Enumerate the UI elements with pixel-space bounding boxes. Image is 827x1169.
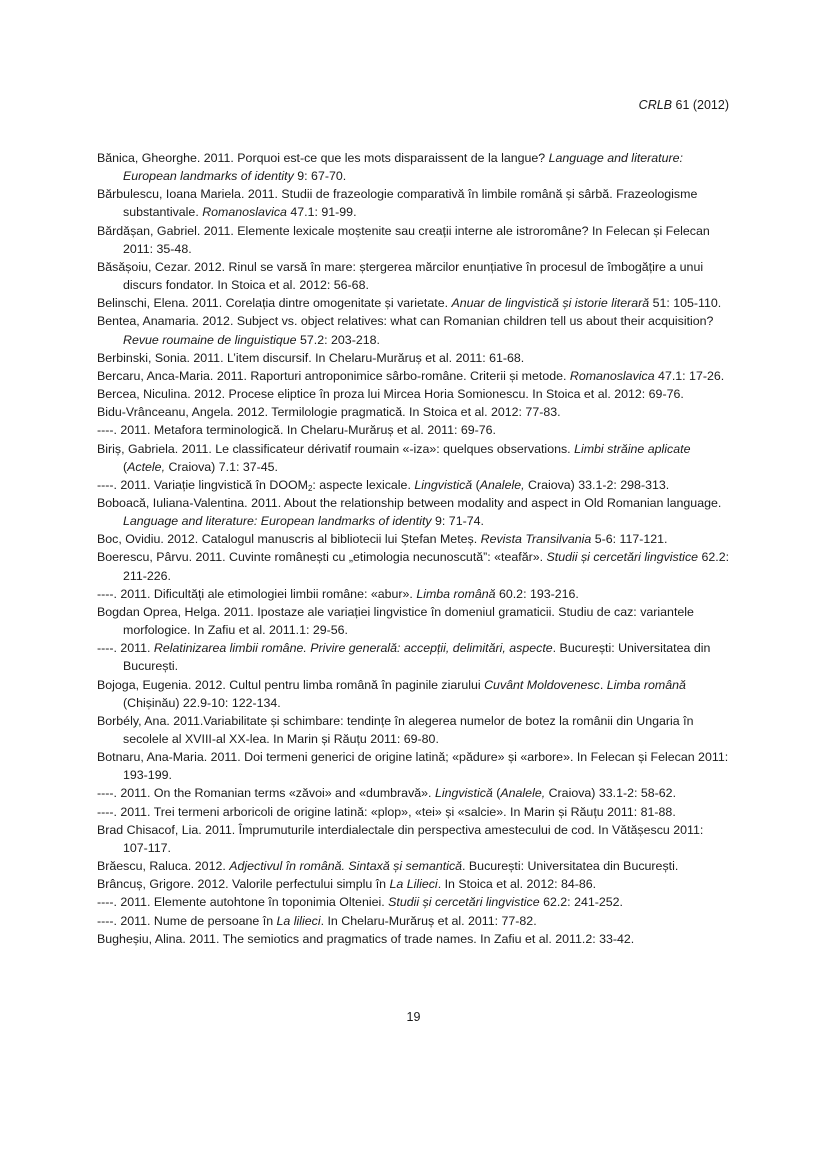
bibliography-entry bbox=[97, 440, 730, 476]
entry-italic-text: La Lilieci bbox=[389, 877, 438, 892]
journal-issue: 61 (2012) bbox=[672, 98, 729, 112]
entry-text: Bărdășan, Gabriel. 2011. Elemente lexicale moștenite sau creații interne ale istroromâne? In Felecan și Felecan 2011: 35-48. bbox=[97, 223, 710, 256]
entry-italic-text: Language and literature: European landmarks of identity bbox=[123, 151, 683, 184]
entry-italic-text: Relatinizarea limbii române. Privire generală: accepții, delimitări, aspecte bbox=[153, 641, 553, 656]
entry-italic-text: Studii și cercetări lingvistice bbox=[546, 550, 699, 565]
entry-text: 57.2: 203-218. bbox=[296, 332, 380, 347]
entry-text: Bercaru, Anca-Maria. 2011. Raporturi antroponimice sârbo-române. Criterii și metode. bbox=[97, 368, 570, 383]
bibliography-entry bbox=[97, 312, 730, 348]
entry-text: ----. 2011. Variație lingvistică în DOOM bbox=[97, 477, 308, 492]
entry-text: 5-6: 117-121. bbox=[591, 532, 668, 547]
entry-text: Brad Chisacof, Lia. 2011. Împrumuturile interdialectale din perspectiva amestecului de cod. In Vătășescu 2011: 107-117. bbox=[97, 822, 704, 855]
bibliography-entry bbox=[97, 367, 730, 385]
bibliography-entry bbox=[97, 548, 730, 584]
bibliography-entry bbox=[97, 421, 730, 439]
entry-text: Bănica, Gheorghe. 2011. Porquoi est-ce que les mots disparaissent de la langue? bbox=[97, 151, 549, 165]
entry-text: . București: Universitatea din București. bbox=[462, 859, 679, 874]
entry-text: Boc, Ovidiu. 2012. Catalogul manuscris al bibliotecii lui Ștefan Meteș. bbox=[97, 532, 481, 547]
entry-text: ----. 2011. Metafora terminologică. In Chelaru-Murăruș et al. 2011: 69-76. bbox=[97, 423, 496, 438]
entry-text: 47.1: 91-99. bbox=[286, 205, 357, 220]
entry-text: ----. 2011. On the Romanian terms «zăvoi» and «dumbravă». bbox=[97, 786, 435, 801]
entry-text: 9: 67-70. bbox=[293, 169, 347, 184]
entry-text: Brăescu, Raluca. 2012. bbox=[97, 859, 230, 874]
entry-italic-text: Romanoslavica bbox=[202, 205, 287, 220]
entry-text: ( bbox=[492, 786, 501, 801]
entry-text: 60.2: 193-216. bbox=[495, 586, 579, 601]
entry-text: . In Stoica et al. 2012: 84-86. bbox=[437, 877, 597, 892]
page-number: 19 bbox=[406, 1010, 421, 1024]
entry-text: (Chișinău) 22.9-10: 122-134. bbox=[123, 695, 281, 710]
entry-italic-text: La lilieci bbox=[276, 913, 321, 928]
entry-italic-text: Language and literature: European landmarks of identity bbox=[123, 514, 432, 529]
bibliography-entry bbox=[97, 222, 730, 258]
bibliography-entry bbox=[97, 857, 730, 875]
bibliography-entry bbox=[97, 530, 730, 548]
entry-italic-text: Lingvistică bbox=[434, 786, 493, 801]
bibliography-entry bbox=[97, 875, 730, 893]
entry-subscript: 2 bbox=[307, 483, 313, 493]
entry-text: Berbinski, Sonia. 2011. L’item discursif. In Chelaru-Murăruș et al. 2011: 61-68. bbox=[97, 350, 525, 365]
entry-text: Boboacă, Iuliana-Valentina. 2011. About the relationship between modality and aspect in Old Romanian language. bbox=[97, 495, 722, 510]
bibliography-entry bbox=[97, 821, 730, 857]
entry-text: Bentea, Anamaria. 2012. Subject vs. object relatives: what can Romanian children tell us about their acquisition? bbox=[97, 314, 714, 329]
entry-text: . In Chelaru-Murăruș et al. 2011: 77-82. bbox=[320, 913, 537, 928]
entry-text: ----. 2011. Trei termeni arboricoli de origine latină: «plop», «tei» și «salcie». In Marin și Răuțu 2011: 81-88. bbox=[97, 804, 676, 819]
bibliography-entry bbox=[97, 803, 730, 821]
entry-italic-text: Anuar de lingvistică și istorie literară bbox=[451, 296, 650, 311]
entry-text: 62.2: 211-226. bbox=[123, 550, 730, 583]
bibliography-entry bbox=[97, 893, 730, 911]
entry-italic-text: Cuvânt Moldovenesc bbox=[484, 677, 600, 692]
entry-text: Bojoga, Eugenia. 2012. Cultul pentru limba română în paginile ziarului bbox=[97, 677, 485, 692]
entry-italic-text: Romanoslavica bbox=[569, 368, 655, 383]
entry-italic-text: Studii și cercetări lingvistice bbox=[388, 895, 540, 910]
entry-italic-text: Adjectivul în română. Sintaxă și semantică bbox=[229, 859, 463, 874]
bibliography-entry bbox=[97, 258, 730, 294]
bibliography-entry bbox=[97, 185, 730, 221]
entry-italic-text: Lingvistică bbox=[414, 477, 473, 492]
entry-text: ----. 2011. Nume de persoane în bbox=[97, 913, 277, 928]
entry-italic-text: Revista Transilvania bbox=[480, 532, 592, 547]
running-header bbox=[639, 97, 729, 113]
entry-text: Boerescu, Pârvu. 2011. Cuvinte românești cu „etimologia necunoscută”: «teafăr». bbox=[97, 550, 547, 565]
bibliography-entry bbox=[97, 912, 730, 930]
entry-italic-text: Analele, bbox=[500, 786, 546, 801]
bibliography-entry bbox=[97, 930, 730, 948]
entry-text: Băsășoiu, Cezar. 2012. Rinul se varsă în mare: ștergerea mărcilor enunțiative în procesul de îmbogățire a unui discurs fondator. In Stoica et al. 2012: 56-68. bbox=[97, 259, 704, 293]
bibliography-entry bbox=[97, 748, 730, 784]
entry-text: . București: Universitatea din București. bbox=[123, 641, 711, 674]
entry-text: Craiova) 7.1: 37-45. bbox=[165, 459, 278, 474]
entry-text: 47.1: 17-26. bbox=[654, 368, 725, 383]
bibliography-entry bbox=[97, 784, 730, 802]
entry-text: . bbox=[599, 677, 607, 692]
entry-text: Bărbulescu, Ioana Mariela. 2011. Studii de frazeologie comparativă în limbile română și sârbă. Frazeologisme substantivale. bbox=[97, 187, 698, 220]
entry-italic-text: Revue roumaine de linguistique bbox=[123, 332, 297, 347]
entry-text: : aspecte lexicale. bbox=[312, 477, 415, 492]
entry-italic-text: Actele, bbox=[127, 459, 166, 474]
entry-italic-text: Analele, bbox=[479, 477, 525, 492]
entry-italic-text: Limba română bbox=[606, 677, 686, 692]
bibliography-list bbox=[97, 149, 730, 948]
entry-text: Botnaru, Ana-Maria. 2011. Doi termeni generici de origine latină; «pădure» și «arbore». In Felecan și Felecan 2011: 193-199. bbox=[97, 750, 729, 783]
bibliography-entry bbox=[97, 349, 730, 367]
bibliography-entry bbox=[97, 712, 730, 748]
bibliography-entry bbox=[97, 494, 730, 530]
bibliography-entry bbox=[97, 603, 730, 639]
entry-text: Biriș, Gabriela. 2011. Le classificateur dérivatif roumain «-iza»: quelques observations. bbox=[97, 441, 575, 456]
bibliography-entry bbox=[97, 403, 730, 421]
entry-text: ----. 2011. Elemente autohtone în toponimia Olteniei. bbox=[97, 895, 389, 910]
entry-text: ( bbox=[123, 459, 128, 474]
bibliography-entry bbox=[97, 639, 730, 675]
bibliography-entry bbox=[97, 149, 730, 185]
bibliography-entry bbox=[97, 585, 730, 603]
entry-text: Belinschi, Elena. 2011. Corelația dintre omogenitate și varietate. bbox=[97, 296, 452, 311]
entry-text: Bidu-Vrânceanu, Angela. 2012. Termilologie pragmatică. In Stoica et al. 2012: 77-83. bbox=[97, 405, 561, 420]
entry-text: Bugheșiu, Alina. 2011. The semiotics and pragmatics of trade names. In Zafiu et al. 2011.2: 33-42. bbox=[97, 931, 635, 946]
entry-text: Bercea, Niculina. 2012. Procese eliptice în proza lui Mircea Horia Somionescu. In Stoica et al. 2012: 69-76. bbox=[97, 387, 684, 402]
entry-text: Craiova) 33.1-2: 58-62. bbox=[545, 786, 677, 801]
entry-text: ----. 2011. Dificultăți ale etimologiei limbii române: «abur». bbox=[97, 586, 417, 601]
bibliography-entry bbox=[97, 676, 730, 712]
entry-text: 62.2: 241-252. bbox=[539, 895, 623, 910]
entry-italic-text: Limbi străine aplicate bbox=[574, 441, 691, 456]
entry-text: Borbély, Ana. 2011.Variabilitate și schimbare: tendințe în alegerea numelor de botez la românii din Ungaria în secolele al XVIII-al XX-lea. In Marin și Răuțu 2011: 69-80. bbox=[97, 713, 694, 746]
entry-text: ----. 2011. bbox=[97, 641, 154, 656]
bibliography-entry bbox=[97, 294, 730, 312]
bibliography-entry bbox=[97, 385, 730, 403]
journal-abbreviation: CRLB bbox=[638, 98, 673, 112]
entry-italic-text: Limba română bbox=[416, 586, 496, 601]
entry-text: Brâncuș, Grigore. 2012. Valorile perfectului simplu în bbox=[97, 877, 390, 892]
entry-text: 51: 105-110. bbox=[649, 296, 722, 311]
entry-text: 9: 71-74. bbox=[431, 514, 484, 529]
entry-text: Bogdan Oprea, Helga. 2011. Ipostaze ale variației lingvistice în domeniul gramaticii. Studiu de caz: variantele morfologice. In Zafiu et al. 2011.1: 29-56. bbox=[97, 604, 694, 638]
bibliography-entry bbox=[97, 476, 730, 494]
entry-text: Craiova) 33.1-2: 298-313. bbox=[524, 477, 670, 492]
entry-text: ( bbox=[472, 477, 480, 492]
